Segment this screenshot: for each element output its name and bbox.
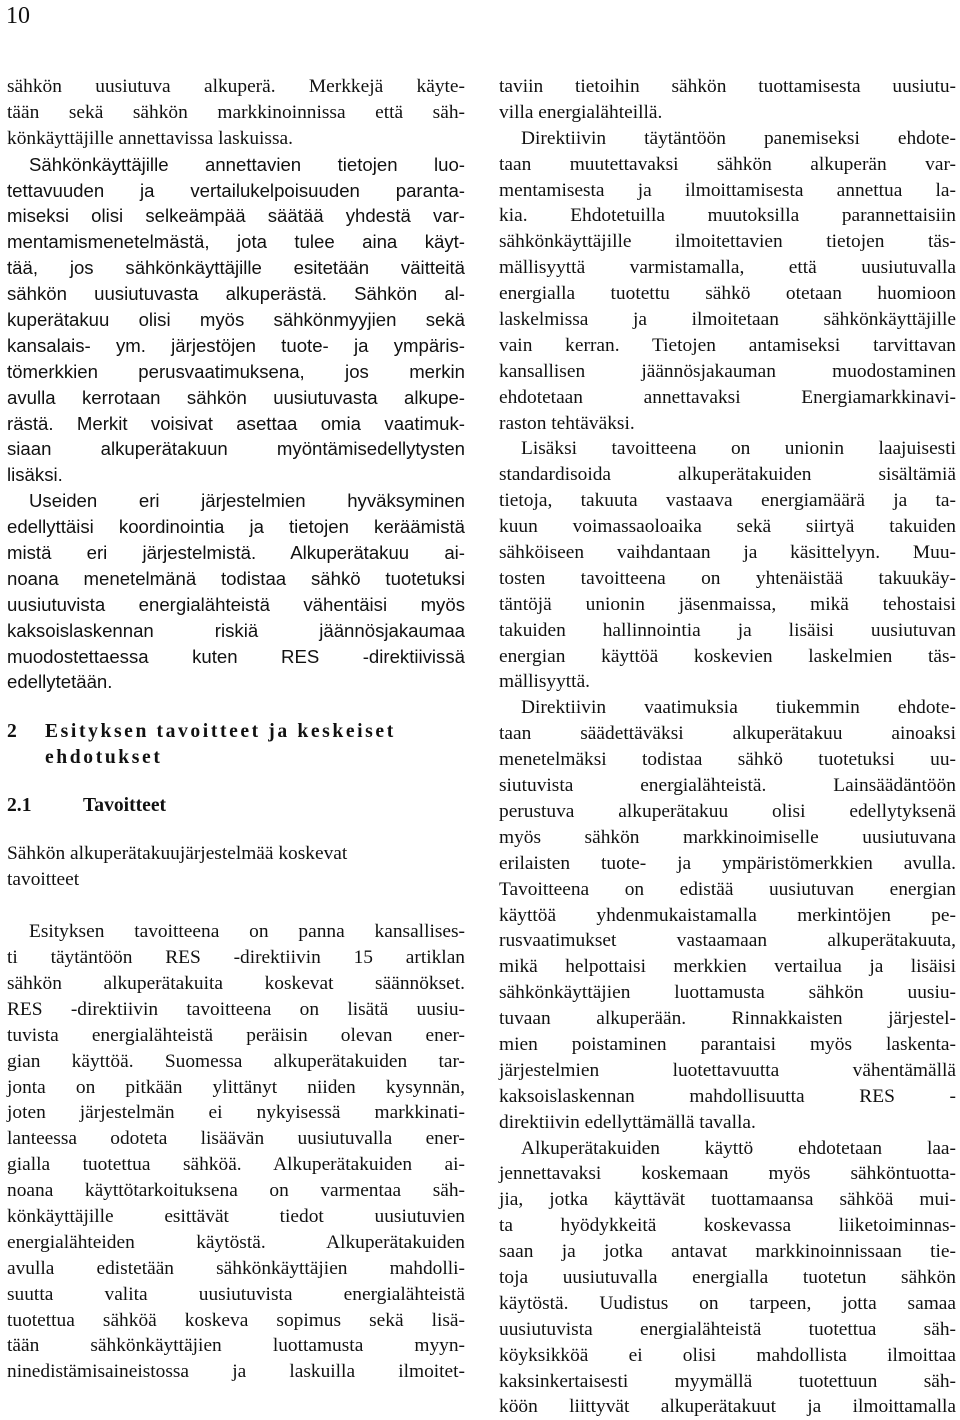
subtitle <box>7 841 465 893</box>
text-line: Direktiivin täytäntöön panemiseksi ehdote- <box>521 127 956 149</box>
text-line: järjestelmien luotettavuutta vähentämällä <box>499 1059 956 1081</box>
text-line: käytöstä. Uudistus on tarpeen, jotta samaa <box>499 1292 956 1314</box>
text-line: kaksinkertaisesti myymällä tuotettuun säh- <box>499 1370 956 1392</box>
text-line: kansalais- ym. järjestöjen tuote- ja ympäris- <box>7 334 465 356</box>
subsection-title: Tavoitteet <box>83 795 167 817</box>
text-line: mistä eri järjestelmistä. Alkuperätakuu ai- <box>7 542 465 564</box>
paragraph <box>499 1136 956 1420</box>
text-line: edellytetään. <box>7 671 113 693</box>
text-line: ninedistämisaineistossa ja laskuilla ilmoitet- <box>7 1361 465 1383</box>
text-line: tuvista energialähteistä peräisin olevan ener- <box>7 1024 465 1046</box>
text-line: sähköiseen vaihdantaan ja käsittelyyn. Muu- <box>499 542 956 564</box>
text-line: ta hyödykkeitä koskevassa liiketoiminnas- <box>499 1215 956 1237</box>
text-line: standardisoida alkuperätakuiden sisältämiä <box>499 464 956 486</box>
text-line: sähkönkäyttäjien luottamusta sähkön uusiu- <box>499 982 956 1004</box>
text-line: rästä. Merkit voisivat asettaa omia vaatimuk- <box>7 412 465 434</box>
text-line: gialla tuotettua sähköä. Alkuperätakuiden ai- <box>7 1154 465 1176</box>
text-line: jennettavaksi koskemaan myös sähköntuotta- <box>499 1163 956 1185</box>
text-line: taan muutettavaksi sähkön alkuperän var- <box>499 153 956 175</box>
text-line: mentamismenetelmästä, jota tulee aina käyt- <box>7 231 465 253</box>
text-line: Tavoitteena on edistää uusiutuvan energian <box>499 878 956 900</box>
text-line: tään sähkönkäyttäjien luottamusta myyn- <box>7 1335 465 1357</box>
paragraph <box>499 436 956 695</box>
subsection-heading <box>7 793 465 819</box>
text-line: energialähteiden käytöstä. Alkuperätakuiden <box>7 1231 465 1253</box>
text-line: sähkönkäyttäjille ilmoitettavien tietojen täs- <box>499 231 956 253</box>
text-line: käyttöä yhdenmukaistamalla merkintöjen pe- <box>499 904 956 926</box>
text-line: Useiden eri järjestelmien hyväksyminen <box>29 490 465 512</box>
text-line: takuiden hallinnointia ja lisäisi uusiutuvan <box>499 619 956 641</box>
text-line: jia, jotka käyttävät tuottamaansa sähköä mui- <box>499 1189 956 1211</box>
text-line: taan säädettäväksi alkuperätakuu ainoaksi <box>499 723 956 745</box>
text-line: tää, jos sähkönkäyttäjille esitetään väitteitä <box>7 257 465 279</box>
text-line: ehdotetaan annettavaksi Energiamarkkinavi- <box>499 386 956 408</box>
text-line: myös sähkön markkinoimiselle uusiutuvana <box>499 826 956 848</box>
text-line: Alkuperätakuiden käyttö ehdotetaan laa- <box>521 1137 956 1159</box>
text-line: mien poistaminen parantaisi myös laskenta- <box>499 1033 956 1055</box>
text-line: tuvaan alkuperään. Rinnakkaisten järjestel- <box>499 1008 956 1030</box>
text-line: toja uusiutuvalla energialla tuotetun sähkön <box>499 1266 956 1288</box>
text-line: kaksoislaskennan riskiä jäännösjakaumaa <box>7 619 465 641</box>
text-line: mikä helpottaisi merkkien vertailua ja lisäisi <box>499 956 956 978</box>
paragraph <box>499 126 956 437</box>
text-line: kaksoislaskennan mahdollisuutta RES - <box>499 1085 956 1107</box>
text-line: tavoitteet <box>7 869 80 891</box>
text-line: Direktiivin vaatimuksia tiukemmin ehdote- <box>521 697 956 719</box>
text-line: rusvaatimukset vastaamaan alkuperätakuuta, <box>499 930 956 952</box>
section-title-line: ehdotukset <box>45 747 163 769</box>
text-line: kuperätakuu olisi myös sähkönmyyjien sekä <box>7 309 465 331</box>
text-line: sähkön alkuperätakuita koskevat säännökset. <box>7 972 465 994</box>
paragraph <box>499 695 956 1135</box>
text-line: tietoja, takuuta vastaava energiamäärä ja ta- <box>499 490 956 512</box>
page-number: 10 <box>6 3 30 29</box>
text-line: vain kerran. Tietojen antamiseksi tarvittavan <box>499 334 956 356</box>
text-line: gian käyttöä. Suomessa alkuperätakuiden tar- <box>7 1050 465 1072</box>
text-line: Esityksen tavoitteena on panna kansallises- <box>29 921 465 943</box>
text-line: avulla edistetään sähkönkäyttäjien mahdolli- <box>7 1257 465 1279</box>
text-line: RES -direktiivin tavoitteena on lisätä uusiu- <box>7 998 465 1020</box>
text-line: laskelmissa ja ilmoitetaan sähkönkäyttäjille <box>499 309 956 331</box>
subsection-number: 2.1 <box>7 795 32 817</box>
text-line: energian käyttöä koskevien laskelmien täs- <box>499 645 956 667</box>
text-line: avulla kerrotaan sähkön uusiutuvasta alkupe- <box>7 386 465 408</box>
paragraph <box>7 152 465 489</box>
text-line: mällisyyttä varmistamalla, että uusiutuvalla <box>499 257 956 279</box>
text-line: kansallisen jäännösjakauman muodostaminen <box>499 360 956 382</box>
text-line: kuun voimassaoloaika sekä siirtyä takuiden <box>499 516 956 538</box>
text-line: saan ja jotka antavat markkinoinnissaan tie- <box>499 1241 956 1263</box>
text-line: lisäksi. <box>7 464 63 486</box>
section-number: 2 <box>7 721 17 743</box>
text-line: Sähkön alkuperätakuujärjestelmää koskevat <box>7 843 348 865</box>
text-line: energialla tuotettu sähkö otetaan huomioon <box>499 283 956 305</box>
text-line: villa energialähteillä. <box>499 101 663 123</box>
text-line: siaan alkuperätakuun myöntämisedellytysten <box>7 438 465 460</box>
paragraph <box>7 488 465 695</box>
text-line: könkäyttäjille esittävät tiedot uusiutuvien <box>7 1205 465 1227</box>
text-line: tosten tavoitteena on yhtenäistää takuukäy- <box>499 567 956 589</box>
text-line: täntöjä unionin jäsenmaissa, mikä tehostaisi <box>499 593 956 615</box>
text-line: jonta on pitkään ylittänyt niiden kysynnän, <box>7 1076 465 1098</box>
right-column <box>499 74 956 1420</box>
text-line: sähkön uusiutuvasta alkuperästä. Sähkön al- <box>7 283 465 305</box>
text-line: uusiutuvista energialähteistä vähentäisi myös <box>7 593 465 615</box>
text-line: kia. Ehdotetuilla muutoksilla parannettaisiin <box>499 205 956 227</box>
text-line: tään sekä sähkön markkinoinnissa että säh- <box>7 101 465 123</box>
text-line: mentamisesta ja ilmoittamisesta annettua la- <box>499 179 956 201</box>
section-heading <box>7 719 465 771</box>
text-line: edellyttäisi koordinointia ja tietojen keräämistä <box>7 516 465 538</box>
text-line: lanteessa odoteta lisäävän uusiutuvalla ener- <box>7 1128 465 1150</box>
text-line: mällisyyttä. <box>499 671 591 693</box>
text-line: muodostettaessa kuten RES -direktiivissä <box>7 645 465 667</box>
text-line: noana käyttötarkoituksena on varmentaa säh- <box>7 1180 465 1202</box>
text-line: raston tehtäväksi. <box>499 412 635 434</box>
text-line: könkäyttäjille annettavissa laskuissa. <box>7 127 293 149</box>
text-line: uusiutuvista energialähteistä tuotettua säh- <box>499 1318 956 1340</box>
text-line: siutuvista energialähteistä. Lainsäädäntöön <box>499 775 956 797</box>
text-line: suutta valita uusiutuvista energialähteistä <box>7 1283 465 1305</box>
text-line: sähkön uusiutuva alkuperä. Merkkejä käyte- <box>7 76 465 97</box>
text-line: noana menetelmänä todistaa sähkö tuotetuksi <box>7 567 465 589</box>
text-line: tömerkkien perusvaatimuksena, jos merkin <box>7 360 465 382</box>
text-line: Sähkönkäyttäjille annettavien tietojen luo- <box>29 153 465 175</box>
text-line: köön liittyvät alkuperätakuut ja ilmoittamalla <box>499 1396 956 1418</box>
text-line: tettavuuden ja vertailukelpoisuuden paranta- <box>7 179 465 201</box>
text-line: ti täytäntöön RES -direktiivin 15 artiklan <box>7 947 465 969</box>
left-column <box>7 74 465 1385</box>
text-line: Lisäksi tavoitteena on unionin laajuisesti <box>521 438 956 460</box>
text-line: joten järjestelmän ei nykyisessä markkinati- <box>7 1102 465 1124</box>
paragraph <box>499 74 956 126</box>
paragraph <box>7 74 465 152</box>
section-title-line: Esityksen tavoitteet ja keskeiset <box>45 721 396 743</box>
text-line: menetelmäksi todistaa sähkö tuotetuksi uu- <box>499 749 956 771</box>
text-line: erilaisten tuote- ja ympäristömerkkien avulla. <box>499 852 956 874</box>
text-line: taviin tietoihin sähkön tuottamisesta uusiutu- <box>499 76 956 97</box>
text-line: direktiivin edellyttämällä tavalla. <box>499 1111 756 1133</box>
paragraph <box>7 919 465 1385</box>
text-line: tuotettua sähköä koskeva sopimus sekä lisä- <box>7 1309 465 1331</box>
text-line: perustuva alkuperätakuu olisi edellytyksenä <box>499 800 956 822</box>
text-line: miseksi olisi selkeämpää säätää yhdestä var- <box>7 205 465 227</box>
text-line: köyksikköä ei olisi mahdollista ilmoittaa <box>499 1344 956 1366</box>
